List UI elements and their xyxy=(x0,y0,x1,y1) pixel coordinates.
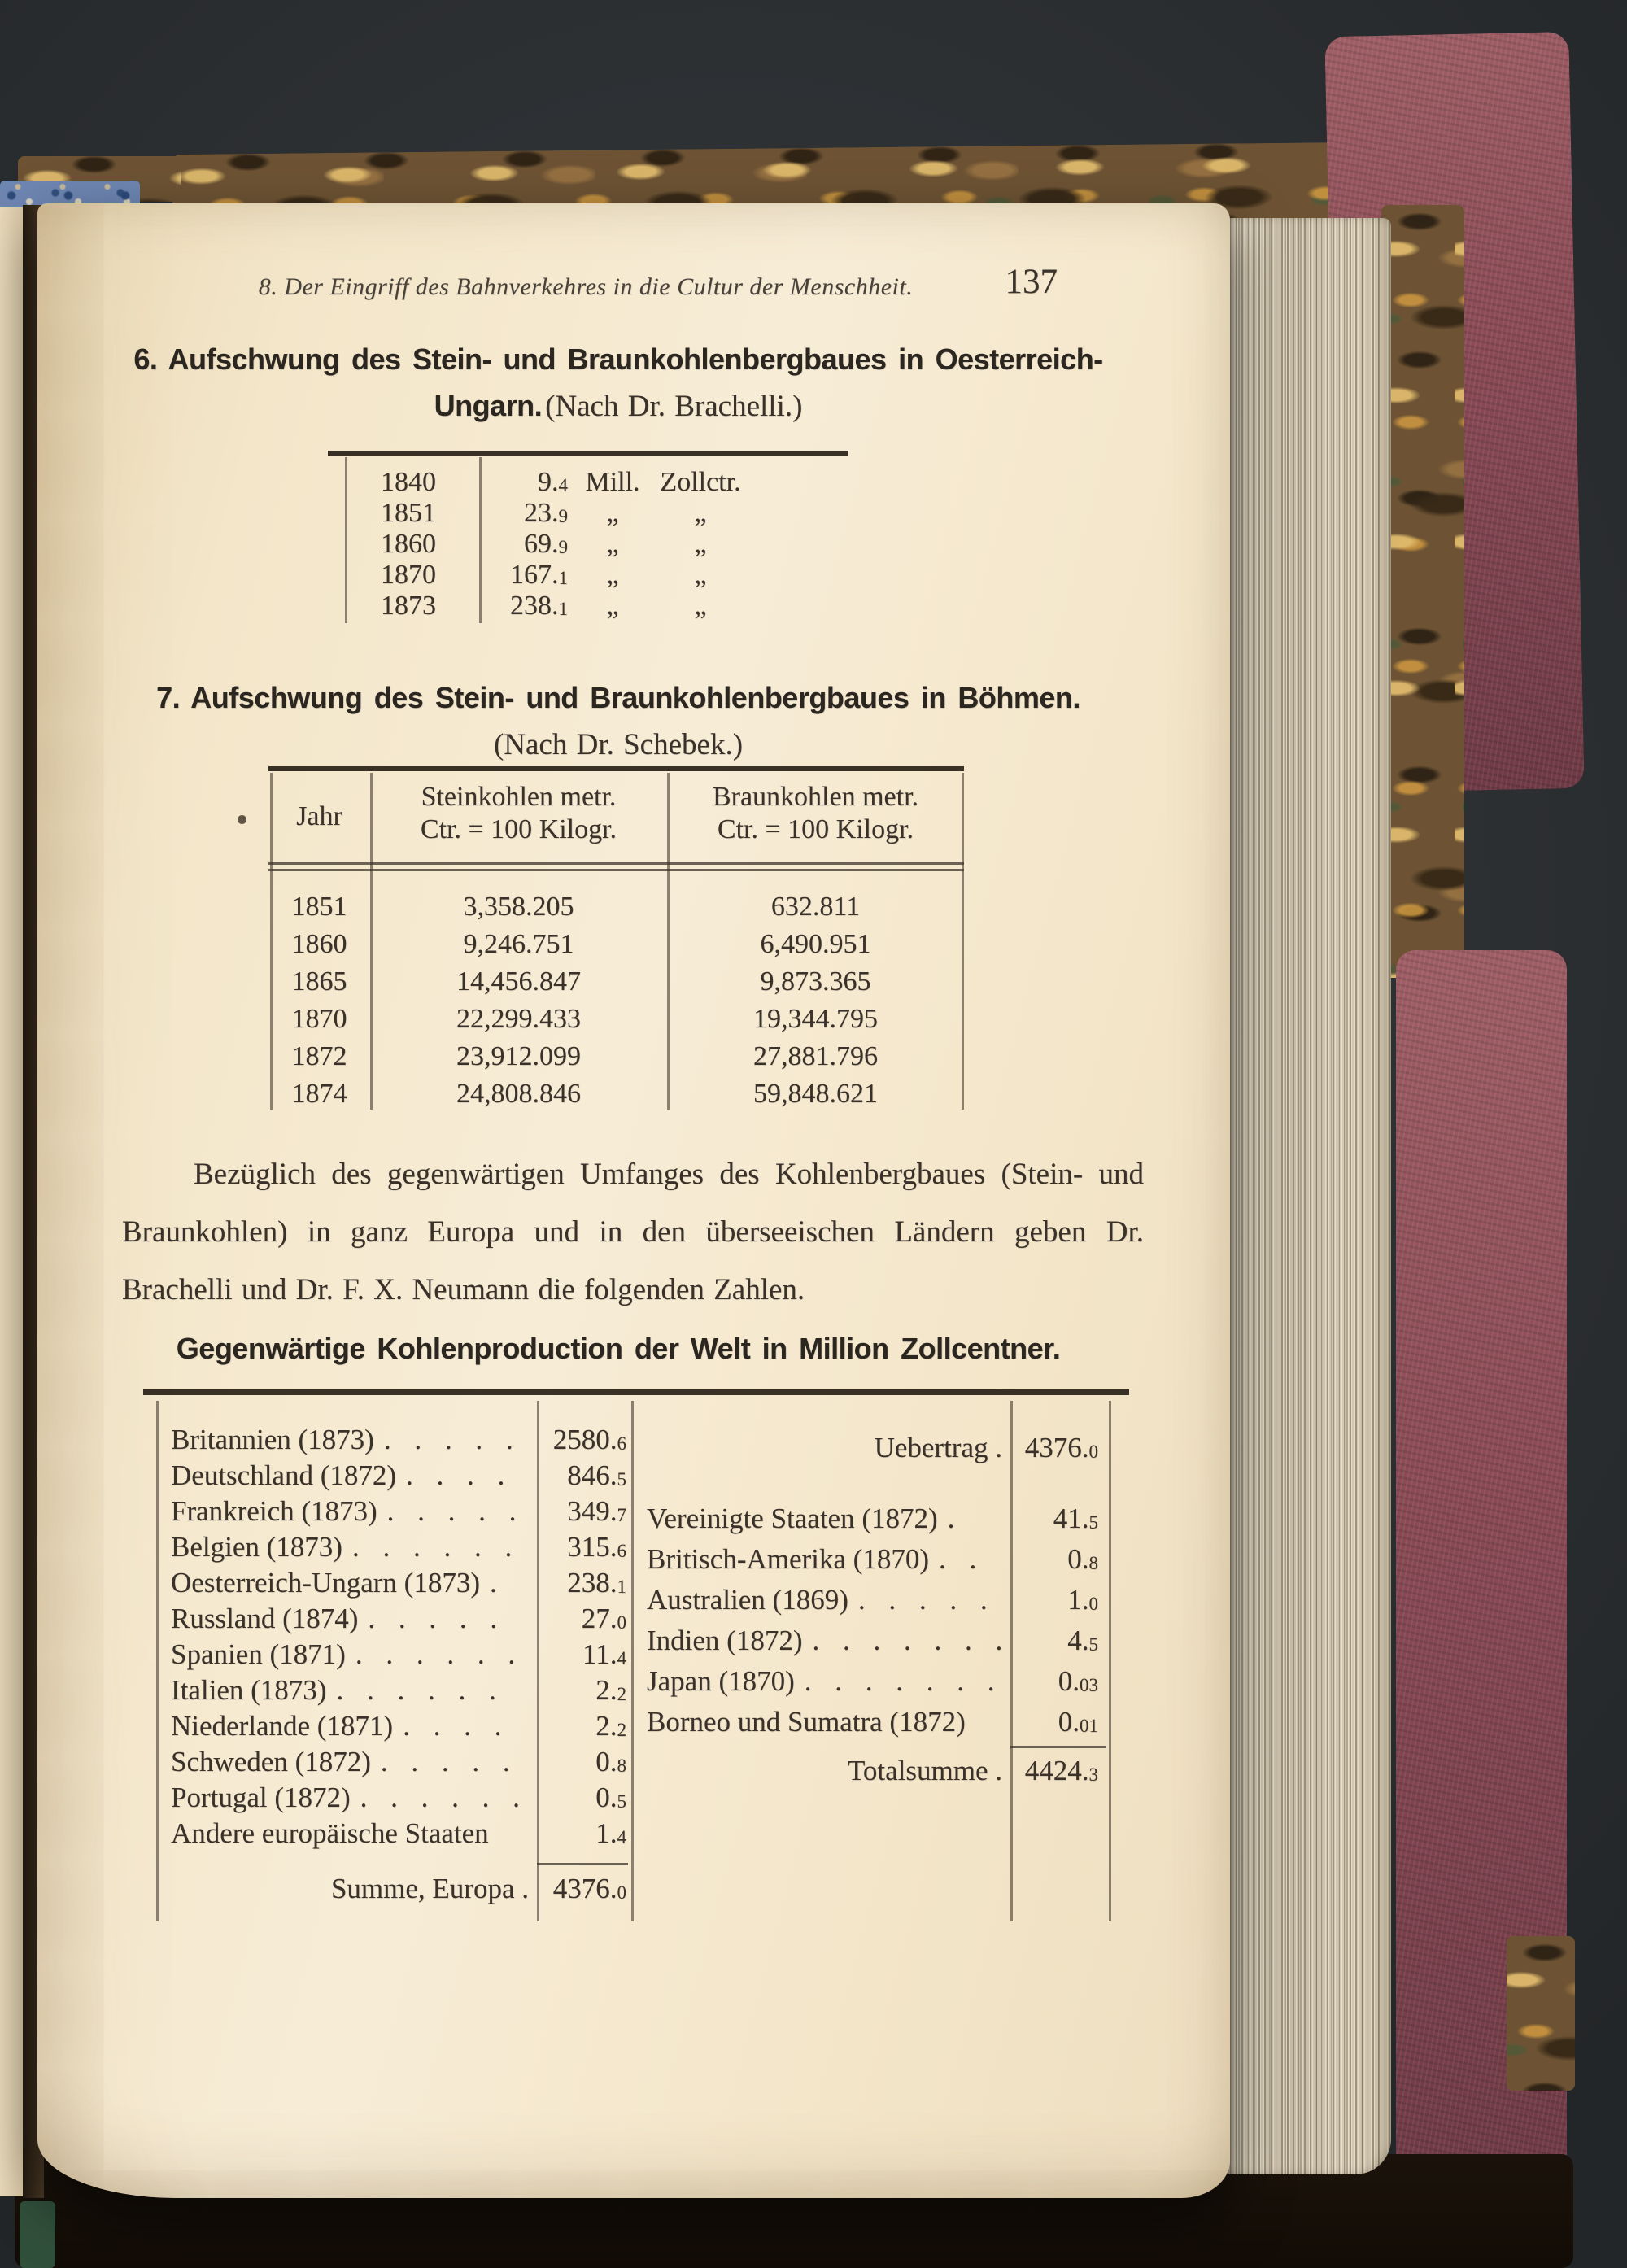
steinkohlen-cell: 9,246.751 xyxy=(463,929,574,959)
country-label: Indien (1872) xyxy=(647,1625,803,1656)
value-cell: 0.01 xyxy=(1058,1706,1098,1738)
year-cell: 1860 xyxy=(291,929,347,959)
table-row xyxy=(171,1422,628,1458)
section6-heading-bold: Ungarn. xyxy=(434,389,543,422)
dot-leaders: . xyxy=(489,1567,497,1599)
country-label: Belgien (1873) xyxy=(171,1531,342,1563)
steinkohlen-cell: 3,358.205 xyxy=(463,892,574,922)
body-paragraph: Bezüglich des gegenwärtigen Umfanges des Kohlenbergbaues (Stein- und Braunkohlen) in ganz Europa und in den überseeischen Ländern geben Dr. Brachelli und Dr. F. X. Neumann die folgenden Zahlen. xyxy=(122,1158,1144,1306)
country-label: Schweden (1872) xyxy=(171,1746,371,1777)
steinkohlen-cell: 14,456.847 xyxy=(456,966,581,997)
value-cell: 167.1 xyxy=(510,560,568,590)
ditto-mark: „ xyxy=(606,560,619,590)
section6-heading-note: (Nach Dr. Brachelli.) xyxy=(545,390,803,423)
value-cell: 0.8 xyxy=(595,1746,626,1777)
dot-leaders: . xyxy=(947,1503,955,1534)
value-cell: 0.5 xyxy=(595,1782,626,1813)
ink-dot-artifact xyxy=(238,815,246,824)
unit-cell: Mill. xyxy=(585,467,640,497)
year-cell: 1872 xyxy=(291,1041,347,1071)
year-cell: 1851 xyxy=(291,892,347,922)
value-cell: 1.0 xyxy=(1067,1584,1098,1616)
table7-double-rule xyxy=(268,862,964,865)
dot-leaders: . . . . . xyxy=(368,1603,498,1634)
table7-top-rule xyxy=(268,766,964,771)
braunkohlen-cell: 27,881.796 xyxy=(753,1041,878,1071)
table-row xyxy=(268,1002,964,1036)
total-label: Totalsumme . xyxy=(847,1755,1002,1786)
country-label: Russland (1874) xyxy=(171,1603,359,1634)
ditto-mark: „ xyxy=(694,560,707,590)
year-cell: 1874 xyxy=(291,1079,347,1109)
carry-label: Uebertrag . xyxy=(874,1432,1002,1463)
table-row xyxy=(171,1565,628,1601)
running-header: 8. Der Eingriff des Bahnverkehres in die Cultur der Menschheit. xyxy=(258,273,914,300)
value-cell: 9.4 xyxy=(538,467,568,497)
country-label: Portugal (1872) xyxy=(171,1782,351,1813)
country-label: Andere europäische Staaten xyxy=(171,1817,489,1849)
table-row xyxy=(328,467,848,498)
dot-leaders: . . . . . xyxy=(386,1495,517,1527)
value-cell: 27.0 xyxy=(581,1603,626,1634)
value-cell: 238.1 xyxy=(567,1567,626,1599)
ditto-mark: „ xyxy=(694,591,707,621)
dot-leaders: . . . . . . . xyxy=(812,1625,1003,1656)
section7-subheading: (Nach Dr. Schebek.) xyxy=(493,728,744,761)
dot-leaders: . . . . . . . xyxy=(804,1665,995,1697)
sum-row xyxy=(171,1869,628,1908)
value-cell: 2.2 xyxy=(595,1674,626,1706)
sum-rule xyxy=(537,1863,628,1865)
country-label: Borneo und Sumatra (1872) xyxy=(647,1706,966,1738)
braunkohlen-cell: 632.811 xyxy=(770,892,861,922)
country-label: Vereinigte Staaten (1872) xyxy=(647,1503,938,1534)
steinkohlen-cell: 23,912.099 xyxy=(456,1041,581,1071)
dot-leaders: . . . . . . xyxy=(355,1638,516,1670)
year-cell: 1870 xyxy=(291,1004,347,1034)
dot-leaders: . . . . . xyxy=(857,1584,988,1616)
table-row xyxy=(328,498,848,529)
ditto-mark: „ xyxy=(694,529,707,559)
ditto-mark: „ xyxy=(606,529,619,559)
dot-leaders: . . . . xyxy=(406,1459,505,1491)
table-row xyxy=(328,591,848,622)
world-table-middle-rule xyxy=(631,1401,634,1921)
table7-double-rule xyxy=(268,869,964,871)
dot-leaders: . . . . . xyxy=(383,1424,513,1455)
total-rule xyxy=(1010,1746,1106,1748)
braunkohlen-cell: 19,344.795 xyxy=(753,1004,878,1034)
table-row xyxy=(171,1494,628,1529)
dot-leaders: . . xyxy=(939,1543,977,1575)
value-cell: 2.2 xyxy=(595,1710,626,1742)
value-cell: 315.6 xyxy=(567,1531,626,1563)
country-label: Australien (1869) xyxy=(647,1584,848,1616)
carry-value: 4376.0 xyxy=(1024,1432,1098,1463)
ditto-mark: „ xyxy=(694,498,707,528)
table-row xyxy=(328,529,848,560)
country-label: Niederlande (1871) xyxy=(171,1710,394,1742)
country-label: Japan (1870) xyxy=(647,1665,795,1697)
steinkohlen-cell: 24,808.846 xyxy=(456,1079,581,1109)
value-cell: 846.5 xyxy=(567,1459,626,1491)
world-table-right-rule xyxy=(1109,1401,1111,1921)
table-row xyxy=(268,1077,964,1111)
column-header-braunkohlen: Braunkohlen metr. Ctr. = 100 Kilogr. xyxy=(712,782,919,844)
table-row xyxy=(268,890,964,924)
table-row xyxy=(171,1816,628,1851)
table-row xyxy=(171,1744,628,1780)
table-row xyxy=(171,1637,628,1673)
column-header-jahr: Jahr xyxy=(296,801,342,831)
table-row xyxy=(328,560,848,591)
year-cell: 1873 xyxy=(381,591,436,621)
country-label: Oesterreich-Ungarn (1873) xyxy=(171,1567,480,1599)
section6-heading-line1: 6. Aufschwung des Stein- und Braunkohlenbergbaues in Oesterreich- xyxy=(133,342,1103,376)
world-table-top-rule xyxy=(143,1389,1129,1395)
dot-leaders: . . . . . xyxy=(380,1746,510,1777)
value-cell: 69.9 xyxy=(524,529,568,559)
year-cell: 1860 xyxy=(381,529,436,559)
table-row xyxy=(268,1040,964,1074)
country-label: Britisch-Amerika (1870) xyxy=(647,1543,929,1575)
table-row xyxy=(647,1663,1110,1700)
country-label: Frankreich (1873) xyxy=(171,1495,377,1527)
total-row xyxy=(647,1751,1110,1791)
dot-leaders: . . . . . . xyxy=(351,1531,513,1563)
table-row xyxy=(647,1703,1110,1741)
sum-label: Summe, Europa . xyxy=(330,1873,529,1904)
table-row xyxy=(171,1708,628,1744)
year-cell: 1865 xyxy=(291,966,347,997)
country-label: Britannien (1873) xyxy=(171,1424,374,1455)
table-row xyxy=(171,1458,628,1494)
country-label: Spanien (1871) xyxy=(171,1638,346,1670)
dot-leaders: . . . . . . xyxy=(336,1674,496,1706)
value-cell: 41.5 xyxy=(1053,1503,1098,1534)
value-cell: 238.1 xyxy=(510,591,568,621)
column-header-steinkohlen: Steinkohlen metr. Ctr. = 100 Kilogr. xyxy=(420,782,617,844)
year-cell: 1870 xyxy=(381,560,436,590)
year-cell: 1851 xyxy=(381,498,436,528)
table-row xyxy=(647,1581,1110,1619)
value-cell: 11.4 xyxy=(582,1638,626,1670)
table-row xyxy=(647,1541,1110,1578)
dot-leaders: . . . . xyxy=(403,1710,502,1742)
section7-heading: 7. Aufschwung des Stein- und Braunkohlenbergbaues in Böhmen. xyxy=(156,681,1080,714)
value-cell: 4.5 xyxy=(1067,1625,1098,1656)
world-table-left-rule xyxy=(156,1401,159,1921)
value-cell: 0.03 xyxy=(1058,1665,1098,1697)
value-cell: 1.4 xyxy=(595,1817,626,1849)
section6-heading-line2 xyxy=(98,388,1139,424)
braunkohlen-cell: 6,490.951 xyxy=(760,929,871,959)
table-row xyxy=(647,1622,1110,1660)
value-cell: 349.7 xyxy=(567,1495,626,1527)
dot-leaders: . . . . . . xyxy=(360,1782,520,1813)
value-cell: 2580.6 xyxy=(552,1424,626,1455)
country-label: Deutschland (1872) xyxy=(171,1459,397,1491)
year-cell: 1840 xyxy=(381,467,436,497)
page-number: 137 xyxy=(1005,263,1058,301)
table6-top-rule xyxy=(328,451,848,456)
braunkohlen-cell: 9,873.365 xyxy=(760,966,871,997)
ditto-mark: „ xyxy=(606,591,619,621)
ditto-mark: „ xyxy=(606,498,619,528)
table-row xyxy=(268,927,964,962)
table-row xyxy=(171,1780,628,1816)
country-label: Italien (1873) xyxy=(171,1674,327,1706)
table-row xyxy=(171,1673,628,1708)
unit-cell: Zollctr. xyxy=(660,467,741,497)
table-row xyxy=(171,1529,628,1565)
value-cell: 23.9 xyxy=(524,498,568,528)
table-row xyxy=(647,1500,1110,1537)
total-value: 4424.3 xyxy=(1024,1755,1098,1786)
world-table-heading: Gegenwärtige Kohlenproduction der Welt in Million Zollcentner. xyxy=(176,1332,1061,1365)
value-cell: 0.8 xyxy=(1067,1543,1098,1575)
sum-value: 4376.0 xyxy=(552,1873,626,1904)
table-row xyxy=(268,965,964,999)
table-row xyxy=(171,1601,628,1637)
carry-row xyxy=(647,1428,1110,1468)
steinkohlen-cell: 22,299.433 xyxy=(456,1004,581,1034)
braunkohlen-cell: 59,848.621 xyxy=(753,1079,878,1109)
